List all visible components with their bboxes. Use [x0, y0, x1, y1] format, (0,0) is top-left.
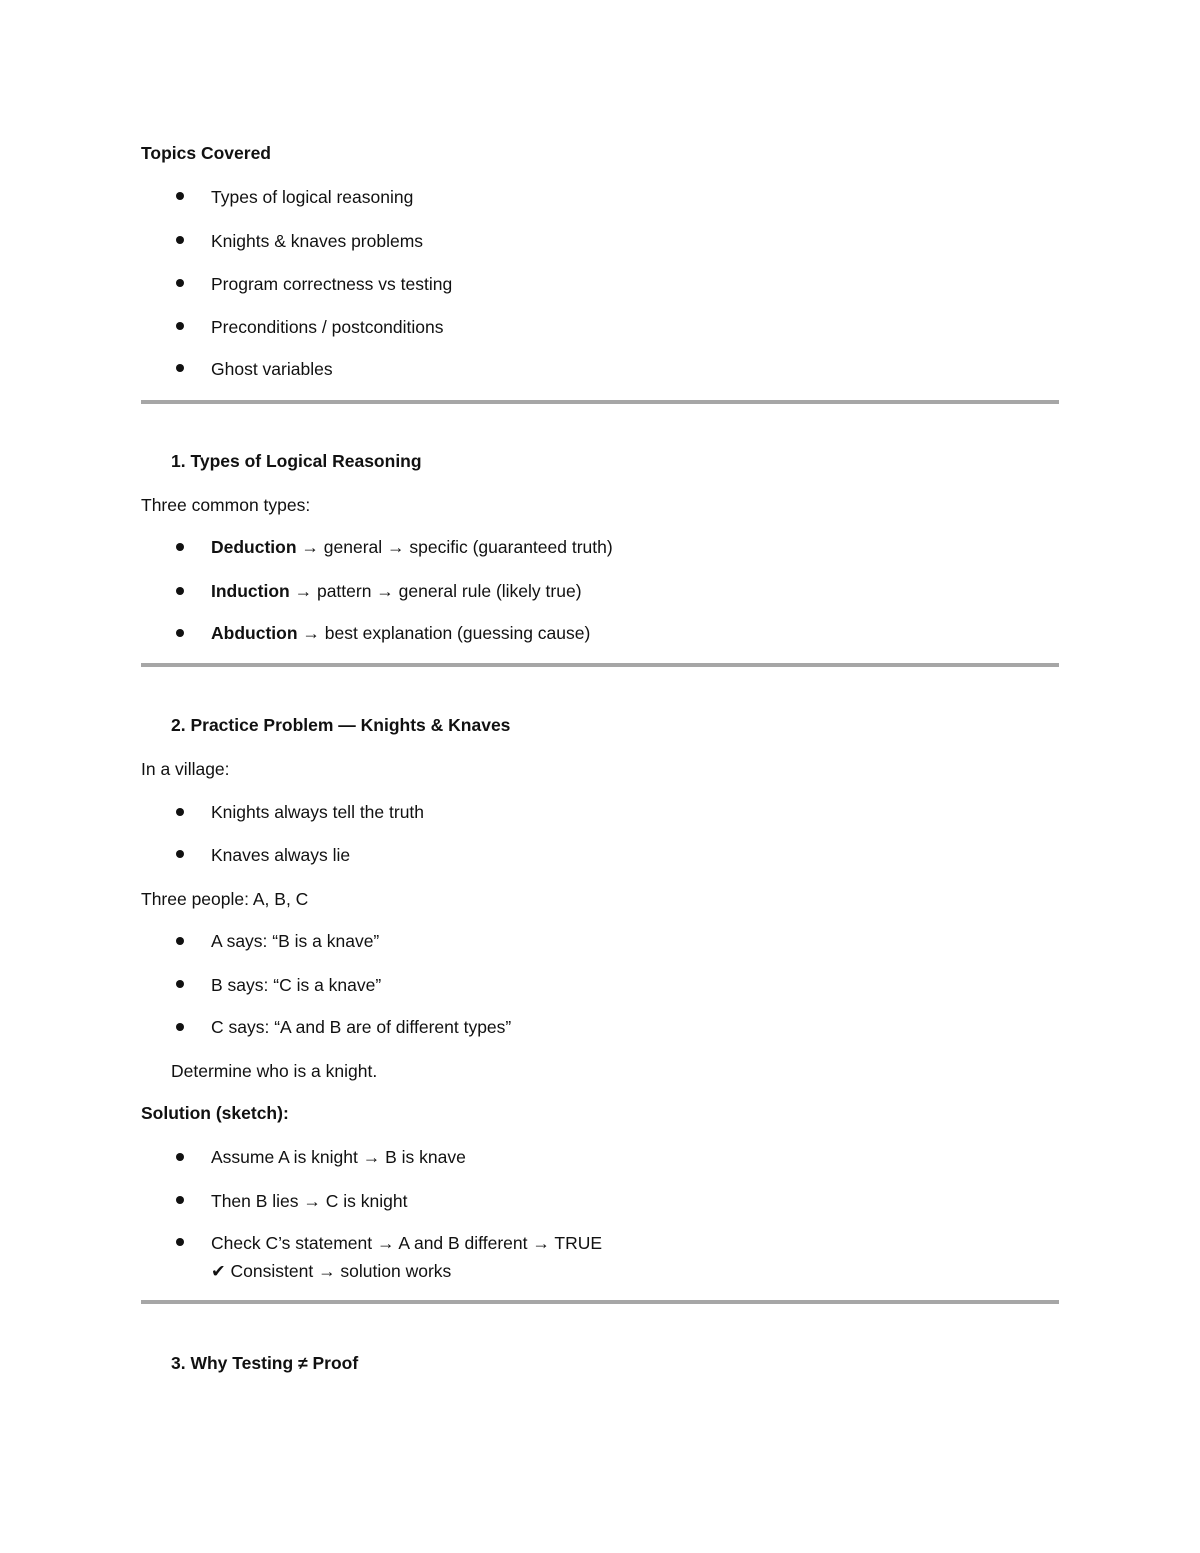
topic-item: Ghost variables: [211, 359, 333, 379]
bullet-icon: [176, 279, 184, 287]
people-intro: Three people: A, B, C: [141, 889, 309, 909]
topics-heading: Topics Covered: [141, 143, 271, 163]
section1-intro: Three common types:: [141, 495, 311, 515]
section3-heading: 3. Why Testing ≠ Proof: [171, 1353, 359, 1373]
solution-step: Assume A is knight → B is knave: [211, 1147, 466, 1167]
horizontal-rule: [141, 663, 1059, 667]
topic-item: Types of logical reasoning: [211, 187, 414, 207]
bullet-icon: [176, 629, 184, 637]
reasoning-item: [211, 580, 582, 602]
bullet-icon: [176, 1238, 184, 1246]
solution-step: Check C’s statement → A and B different → TRUE: [211, 1233, 603, 1253]
topic-item: Knights & knaves problems: [211, 231, 424, 251]
bullet-icon: [176, 937, 184, 945]
bullet-icon: [176, 192, 184, 200]
statement-item: B says: “C is a knave”: [211, 975, 382, 995]
rule-item: Knaves always lie: [211, 845, 351, 865]
solution-step: Then B lies → C is knight: [211, 1191, 408, 1211]
section2-heading: 2. Practice Problem — Knights & Knaves: [171, 715, 511, 735]
bullet-icon: [176, 850, 184, 858]
statement-item: A says: “B is a knave”: [211, 931, 380, 951]
task-text: Determine who is a knight.: [171, 1061, 378, 1081]
reasoning-desc: → general → specific (guaranteed truth): [296, 537, 613, 557]
reasoning-item: [211, 536, 613, 558]
reasoning-desc: → best explanation (guessing cause): [297, 623, 591, 643]
bullet-icon: [176, 980, 184, 988]
bullet-icon: [176, 1153, 184, 1161]
bullet-icon: [176, 808, 184, 816]
horizontal-rule: [141, 1300, 1059, 1304]
bullet-icon: [176, 543, 184, 551]
reasoning-item: [211, 622, 590, 644]
bullet-icon: [176, 364, 184, 372]
bullet-icon: [176, 1196, 184, 1204]
reasoning-term: Deduction: [211, 537, 297, 557]
rule-item: Knights always tell the truth: [211, 802, 425, 822]
section1-heading: 1. Types of Logical Reasoning: [171, 451, 422, 471]
topic-item: Program correctness vs testing: [211, 274, 453, 294]
topic-item: Preconditions / postconditions: [211, 317, 444, 337]
bullet-icon: [176, 587, 184, 595]
bullet-icon: [176, 1023, 184, 1031]
section2-intro: In a village:: [141, 759, 230, 779]
reasoning-desc: → pattern → general rule (likely true): [289, 581, 582, 601]
bullet-icon: [176, 322, 184, 330]
bullet-icon: [176, 236, 184, 244]
solution-check: ✔ Consistent → solution works: [211, 1261, 452, 1281]
reasoning-term: Induction: [211, 581, 290, 601]
horizontal-rule: [141, 400, 1059, 404]
statement-item: C says: “A and B are of different types”: [211, 1017, 512, 1037]
reasoning-term: Abduction: [211, 623, 298, 643]
solution-heading: Solution (sketch):: [141, 1103, 289, 1123]
